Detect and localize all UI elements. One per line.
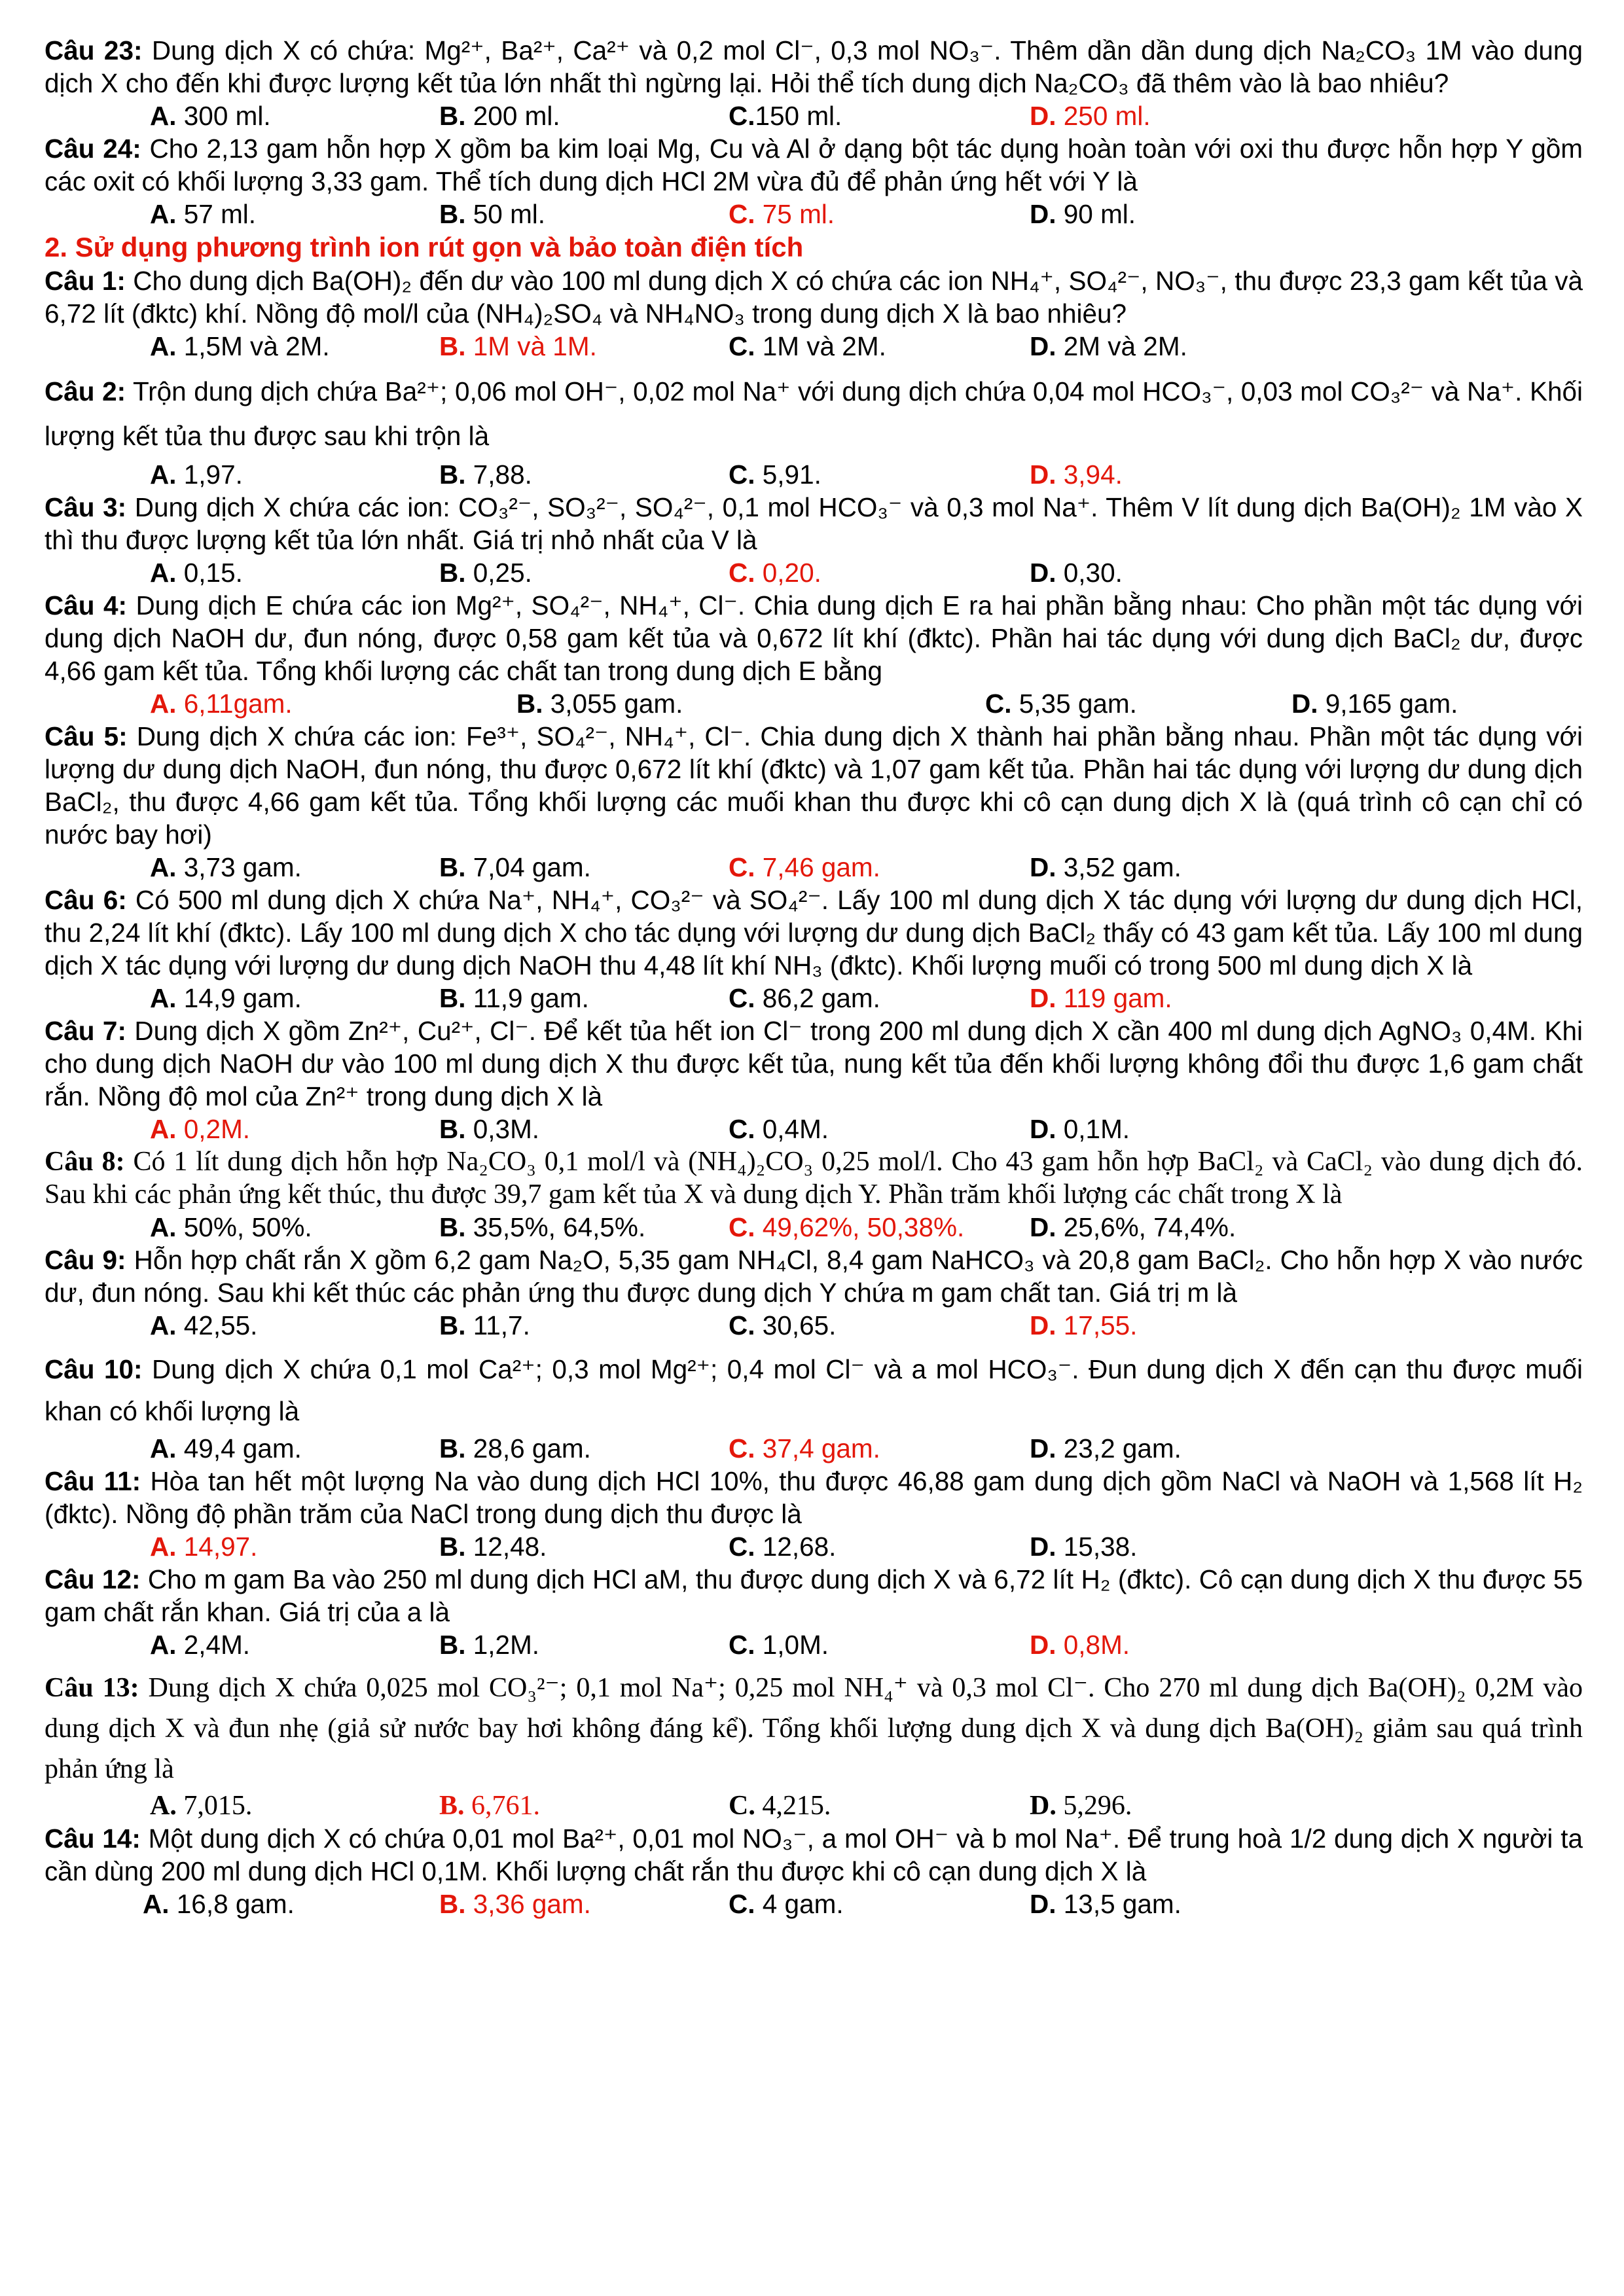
option-d: D. 0,30.	[1030, 558, 1123, 588]
question-number: Câu 1:	[45, 266, 126, 296]
question-s3	[45, 491, 1583, 556]
option-d-answer: D. 17,55.	[1030, 1310, 1138, 1340]
question-s7	[45, 1014, 1583, 1113]
question-s9	[45, 1244, 1583, 1309]
question-number: Câu 12:	[45, 1564, 141, 1594]
option-d: D. 90 ml.	[1030, 199, 1136, 229]
option-b-answer: B. 1M và 1M.	[439, 331, 597, 361]
option-c: C. 4,215.	[729, 1791, 831, 1821]
option-d: D. 9,165 gam.	[1291, 689, 1458, 719]
question-text: Hỗn hợp chất rắn X gồm 6,2 gam Na₂O, 5,35 gam NH₄Cl, 8,4 gam NaHCO₃ và 20,8 gam BaCl₂. Cho hỗn hợp X vào nước dư, đun nóng. Sau khi kết thúc các phản ứng thu được dung dịch Y chứa m gam chất tan. Giá trị m là	[45, 1245, 1583, 1308]
question-s12	[45, 1563, 1583, 1628]
option-c: C. 4 gam.	[729, 1889, 844, 1919]
option-c-answer: C. 49,62%, 50,38%.	[729, 1212, 965, 1242]
option-a: A. 300 ml.	[150, 101, 271, 131]
option-d: D. 0,1M.	[1030, 1114, 1130, 1144]
option-a: A. 1,97.	[150, 459, 243, 490]
options-row	[45, 1628, 1583, 1661]
question-text: Một dung dịch X có chứa 0,01 mol Ba²⁺, 0,01 mol NO₃⁻, a mol OH⁻ và b mol Na⁺. Để trung hoà 1/2 dung dịch X người ta cần dùng 200 ml dung dịch HCl 0,1M. Khối lượng chất rắn thu được khi cô cạn dung dịch X là	[45, 1823, 1583, 1886]
question-s8	[45, 1145, 1583, 1211]
question-text: Dung dịch X chứa các ion: CO₃²⁻, SO₃²⁻, SO₄²⁻, 0,1 mol HCO₃⁻ và 0,3 mol Na⁺. Thêm V lít dung dịch Ba(OH)₂ 1M vào X thì thu được lượng kết tủa lớn nhất. Giá trị nhỏ nhất của V là	[45, 492, 1583, 555]
option-d: D. 15,38.	[1030, 1532, 1138, 1562]
question-text: Dung dịch X chứa 0,1 mol Ca²⁺; 0,3 mol Mg²⁺; 0,4 mol Cl⁻ và a mol HCO₃⁻. Đun dung dịch X đến cạn thu được muối khan có khối lượng là	[45, 1354, 1583, 1426]
question-number: Câu 7:	[45, 1016, 126, 1046]
option-b-answer: B. 6,761.	[439, 1791, 541, 1821]
options-row	[45, 330, 1583, 363]
option-c-answer: C. 75 ml.	[729, 199, 835, 229]
question-number: Câu 6:	[45, 885, 127, 915]
options-row	[45, 982, 1583, 1014]
option-a: A. 0,15.	[150, 558, 243, 588]
option-c-answer: C. 37,4 gam.	[729, 1433, 880, 1463]
question-text: Dung dịch X chứa các ion: Fe³⁺, SO₄²⁻, NH₄⁺, Cl⁻. Chia dung dịch X thành hai phần bằng nhau. Phần một tác dụng với lượng dư dung dịch NaOH, đun nóng, thu được 0,672 lít khí (đktc) và 1,07 gam kết tủa. Phần hai tác dụng với lượng dư dung dịch BaCl₂, thu được 4,66 gam kết tủa. Tổng khối lượng các muối khan thu được khi cô cạn dung dịch X là (quá trình cô cạn chỉ có nước bay hơi)	[45, 721, 1583, 850]
option-c: C. 5,35 gam.	[985, 689, 1137, 719]
option-b: B. 3,055 gam.	[516, 689, 683, 719]
option-c: C.150 ml.	[729, 101, 842, 131]
option-a: A. 49,4 gam.	[150, 1433, 302, 1463]
options-row	[45, 458, 1583, 491]
question-text: Có 1 lít dung dịch hỗn hợp Na₂CO₃ 0,1 mol/l và (NH₄)₂CO₃ 0,25 mol/l. Cho 43 gam hỗn hợp BaCl₂ và CaCl₂ vào dung dịch đó. Sau khi các phản ứng kết thúc, thu được 39,7 gam kết tủa X và dung dịch Y. Phần trăm khối lượng các chất trong X là	[45, 1147, 1583, 1210]
option-d: D. 13,5 gam.	[1030, 1889, 1182, 1919]
question-text: Dung dịch X có chứa: Mg²⁺, Ba²⁺, Ca²⁺ và 0,2 mol Cl⁻, 0,3 mol NO₃⁻. Thêm dần dần dung dịch Na₂CO₃ 1M vào dung dịch X cho đến khi được lượng kết tủa lớn nhất thì ngừng lại. Hỏi thể tích dung dịch Na₂CO₃ đã thêm vào là bao nhiêu?	[45, 35, 1583, 98]
option-d-answer: D. 3,94.	[1030, 459, 1123, 490]
option-a: A. 2,4M.	[150, 1630, 251, 1660]
option-a: A. 50%, 50%.	[150, 1212, 312, 1242]
question-s14	[45, 1822, 1583, 1888]
question-s11	[45, 1465, 1583, 1530]
section-title: 2. Sử dụng phương trình ion rút gọn và bảo toàn điện tích	[45, 232, 804, 262]
question-s13	[45, 1668, 1583, 1789]
option-b: B. 7,88.	[439, 459, 532, 490]
option-d: D. 3,52 gam.	[1030, 852, 1182, 882]
question-number: Câu 8:	[45, 1147, 125, 1177]
spacer	[45, 1661, 1583, 1668]
worksheet-page	[45, 34, 1583, 1920]
question-number: Câu 3:	[45, 492, 127, 522]
option-a-answer: A. 6,11gam.	[150, 689, 293, 719]
question-text: Cho m gam Ba vào 250 ml dung dịch HCl aM, thu được dung dịch X và 6,72 lít H₂ (đktc). Cô cạn dung dịch X thu được 55 gam chất rắn khan. Giá trị của a là	[45, 1564, 1583, 1627]
options-row	[45, 198, 1583, 230]
question-number: Câu 10:	[45, 1354, 143, 1384]
question-text: Cho 2,13 gam hỗn hợp X gồm ba kim loại Mg, Cu và Al ở dạng bột tác dụng hoàn toàn với oxi thu được hỗn hợp Y gồm các oxit có khối lượng 3,33 gam. Thể tích dung dịch HCl 2M vừa đủ để phản ứng hết với Y là	[45, 134, 1583, 196]
option-b: B. 1,2M.	[439, 1630, 540, 1660]
spacer	[45, 363, 1583, 369]
option-c-answer: C. 0,20.	[729, 558, 821, 588]
question-number: Câu 23:	[45, 35, 143, 65]
question-text: Hòa tan hết một lượng Na vào dung dịch HCl 10%, thu được 46,88 gam dung dịch gồm NaCl và NaOH và 1,568 lít H₂ (đktc). Nồng độ phần trăm của NaCl trong dung dịch thu được là	[45, 1466, 1583, 1529]
option-d: D. 5,296.	[1030, 1791, 1132, 1821]
question-number: Câu 2:	[45, 376, 126, 406]
option-a-answer: A. 14,97.	[150, 1532, 258, 1562]
spacer	[45, 1342, 1583, 1348]
option-d-answer: D. 0,8M.	[1030, 1630, 1130, 1660]
option-b: B. 28,6 gam.	[439, 1433, 591, 1463]
option-b-answer: B. 3,36 gam.	[439, 1889, 591, 1919]
options-row	[45, 99, 1583, 132]
option-a: A. 3,73 gam.	[150, 852, 302, 882]
question-s4	[45, 589, 1583, 687]
option-b: B. 35,5%, 64,5%.	[439, 1212, 646, 1242]
option-b: B. 11,9 gam.	[439, 983, 589, 1013]
question-number: Câu 11:	[45, 1466, 141, 1496]
options-row	[45, 687, 1583, 720]
option-a: A. 7,015.	[150, 1791, 253, 1821]
option-b: B. 200 ml.	[439, 101, 560, 131]
option-a: A. 14,9 gam.	[150, 983, 302, 1013]
option-c: C. 86,2 gam.	[729, 983, 880, 1013]
options-row	[45, 1789, 1583, 1822]
question-number: Câu 9:	[45, 1245, 126, 1275]
options-row	[45, 1211, 1583, 1244]
question-text: Cho dung dịch Ba(OH)₂ đến dư vào 100 ml dung dịch X có chứa các ion NH₄⁺, SO₄²⁻, NO₃⁻, thu được 23,3 gam kết tủa và 6,72 lít (đktc) khí. Nồng độ mol/l của (NH₄)₂SO₄ và NH₄NO₃ trong dung dịch X là bao nhiêu?	[45, 266, 1583, 329]
options-row	[45, 556, 1583, 589]
option-d: D. 23,2 gam.	[1030, 1433, 1182, 1463]
question-text: Dung dịch X chứa 0,025 mol CO₃²⁻; 0,1 mol Na⁺; 0,25 mol NH₄⁺ và 0,3 mol Cl⁻. Cho 270 ml dung dịch Ba(OH)₂ 0,2M vào dung dịch X và đun nhẹ (giả sử nước bay hơi không đáng kể). Tổng khối lượng dung dịch X và dung dịch Ba(OH)₂ giảm sau quá trình phản ứng là	[45, 1673, 1583, 1784]
option-a: A. 1,5M và 2M.	[150, 331, 330, 361]
option-d: D. 2M và 2M.	[1030, 331, 1187, 361]
option-c: C. 30,65.	[729, 1310, 837, 1340]
options-row	[45, 1113, 1583, 1145]
option-a: A. 16,8 gam.	[143, 1889, 295, 1919]
question-24	[45, 132, 1583, 198]
options-row	[45, 1432, 1583, 1465]
option-b: B. 12,48.	[439, 1532, 547, 1562]
option-c-answer: C. 7,46 gam.	[729, 852, 880, 882]
question-number: Câu 24:	[45, 134, 141, 164]
question-text: Trộn dung dịch chứa Ba²⁺; 0,06 mol OH⁻, 0,02 mol Na⁺ với dung dịch chứa 0,04 mol HCO₃⁻, 0,03 mol CO₃²⁻ và Na⁺. Khối lượng kết tủa thu được sau khi trộn là	[45, 376, 1583, 451]
option-c: C. 5,91.	[729, 459, 821, 490]
option-d-answer: D. 250 ml.	[1030, 101, 1151, 131]
question-text: Dung dịch X gồm Zn²⁺, Cu²⁺, Cl⁻. Để kết tủa hết ion Cl⁻ trong 200 ml dung dịch X cần 400 ml dung dịch AgNO₃ 0,4M. Khi cho dung dịch NaOH dư vào 100 ml dung dịch X thu được kết tủa, nung kết tủa đến khối lượng không đổi thu được 1,6 gam chất rắn. Nồng độ mol của Zn²⁺ trong dung dịch X là	[45, 1016, 1583, 1111]
option-a-answer: A. 0,2M.	[150, 1114, 251, 1144]
option-c: C. 12,68.	[729, 1532, 837, 1562]
options-row	[45, 1309, 1583, 1342]
option-d: D. 25,6%, 74,4%.	[1030, 1212, 1236, 1242]
options-row	[45, 851, 1583, 884]
option-b: B. 11,7.	[439, 1310, 530, 1340]
option-b: B. 50 ml.	[439, 199, 546, 229]
option-b: B. 0,3M.	[439, 1114, 540, 1144]
question-text: Dung dịch E chứa các ion Mg²⁺, SO₄²⁻, NH₄⁺, Cl⁻. Chia dung dịch E ra hai phần bằng nhau: Cho phần một tác dụng với dung dịch NaOH dư, đun nóng, được 0,58 gam kết tủa và 0,672 lít khí (đktc). Phần hai tác dụng với dung dịch BaCl₂ dư, được 4,66 gam kết tủa. Tổng khối lượng các chất tan trong dung dịch E bằng	[45, 590, 1583, 686]
question-number: Câu 4:	[45, 590, 127, 620]
option-c: C. 1,0M.	[729, 1630, 829, 1660]
question-number: Câu 5:	[45, 721, 128, 751]
question-s1	[45, 264, 1583, 330]
option-d-answer: D. 119 gam.	[1030, 983, 1172, 1013]
option-c: C. 1M và 2M.	[729, 331, 886, 361]
question-text: Có 500 ml dung dịch X chứa Na⁺, NH₄⁺, CO₃²⁻ và SO₄²⁻. Lấy 100 ml dung dịch X tác dụng với lượng dư dung dịch HCl, thu 2,24 lít khí (đktc). Lấy 100 ml dung dịch X cho tác dụng với lượng dư dung dịch BaCl₂ thấy có 43 gam kết tủa. Lấy 100 ml dung dịch X tác dụng với lượng dư dung dịch NaOH thu 4,48 lít khí NH₃ (đktc). Khối lượng muối có trong 500 ml dung dịch X là	[45, 885, 1583, 980]
question-s6	[45, 884, 1583, 982]
options-row	[45, 1888, 1583, 1920]
question-number: Câu 13:	[45, 1673, 139, 1703]
question-s2	[45, 369, 1583, 458]
options-row	[45, 1530, 1583, 1563]
question-number: Câu 14:	[45, 1823, 141, 1854]
question-s5	[45, 720, 1583, 851]
option-b: B. 0,25.	[439, 558, 532, 588]
option-a: A. 57 ml.	[150, 199, 257, 229]
option-b: B. 7,04 gam.	[439, 852, 591, 882]
option-c: C. 0,4M.	[729, 1114, 829, 1144]
question-s10	[45, 1348, 1583, 1432]
option-a: A. 42,55.	[150, 1310, 258, 1340]
question-23	[45, 34, 1583, 99]
